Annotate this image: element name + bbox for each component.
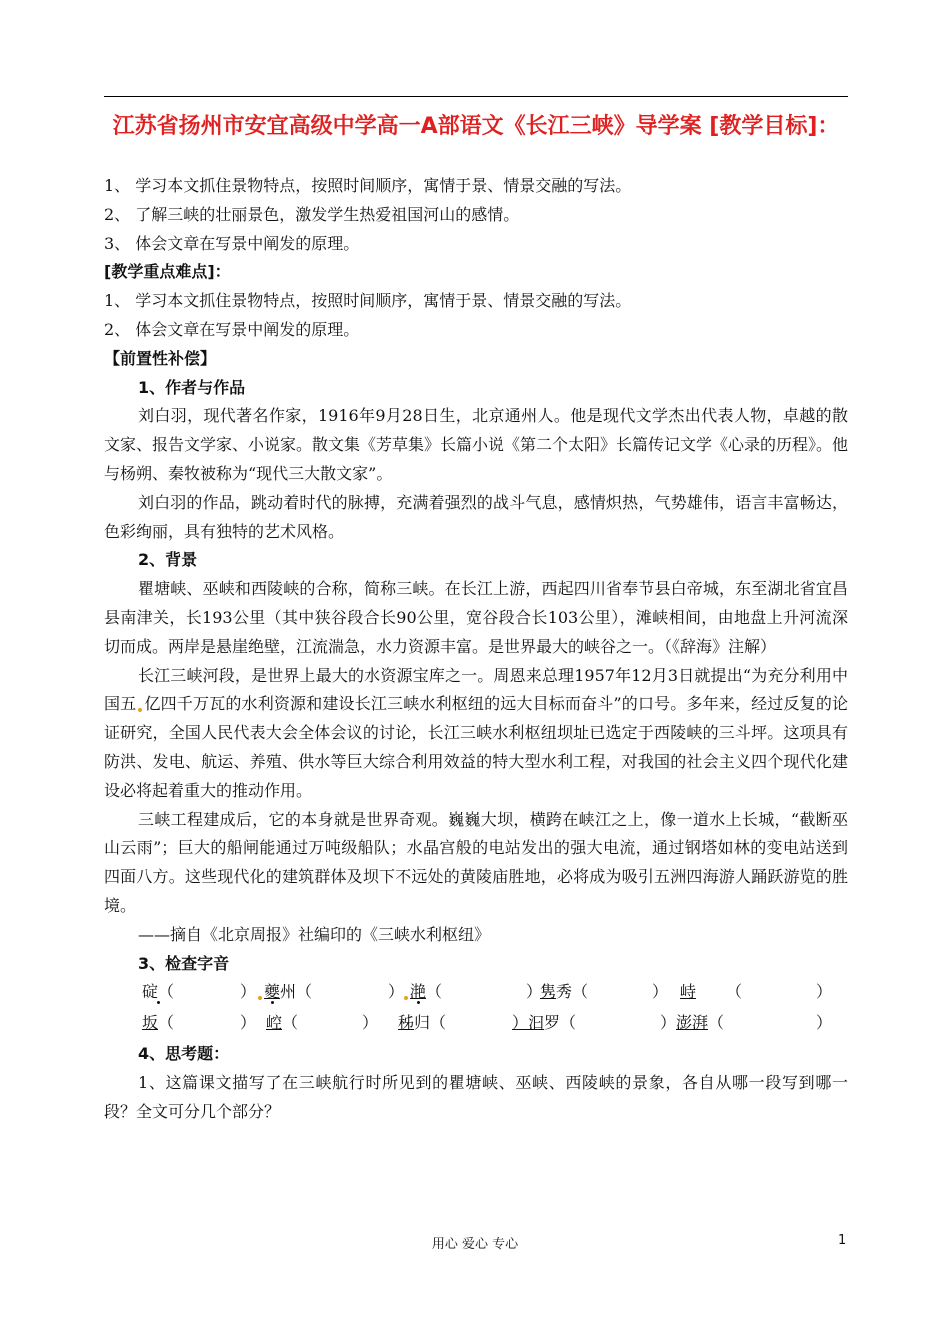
section-author-heading: 1、作者与作品	[138, 377, 246, 397]
key-points-heading: [教学重点难点]：	[104, 262, 231, 282]
attribution: ——摘自《北京周报》社编印的《三峡水利枢纽》	[138, 924, 491, 944]
pronunciation-row-2	[104, 1009, 848, 1040]
char-item-jun: 隽秀（	[540, 982, 589, 1002]
author-paragraph-2: 刘白羽的作品，跳动着时代的脉搏，充满着强烈的战斗气息，感情炽热，气势雄伟，语言丰富畅达，色彩绚丽，具有独特的艺术风格。	[104, 492, 848, 541]
char-item-pengpai: 澎湃（	[676, 1013, 725, 1033]
author-paragraph-1: 刘白羽，现代著名作家，1916年9月28日生，北京通州人。他是现代文学杰出代表人物，卓越的散文家、报告文学家、小说家。散文集《芳草集》长篇小说《第二个太阳》长篇传记文学《心录的历程》。他与杨朔、秦牧被称为“现代三大散文家”。	[104, 406, 849, 483]
char-item-mi-close: ）	[660, 1013, 677, 1033]
background-paragraph-1: 瞿塘峡、巫峡和西陵峡的合称，简称三峡。在长江上游，西起四川省奉节县白帝城，东至湖北省宜昌县南津关，长193公里（其中狭谷段合长90公里，宽谷段合长103公里），滩峡相间，由地盘上升河流深切而成。两岸是悬崖绝壁，江流湍急，水力资源丰富。是世界最大的峡谷之一。（《辞海》注解）	[104, 579, 848, 656]
objective-2: 2、 了解三峡的壮丽景色，激发学生热爱祖国河山的感情。	[104, 204, 520, 224]
section-pronunciation-heading: 3、检查字音	[138, 953, 230, 973]
char-item-kong-close: ）	[362, 1013, 379, 1033]
background-paragraph-2	[104, 662, 848, 806]
background-paragraph-2-part-a: 长江三峡河段，是世界上最大的水资源宝库之一。周恩来总理1957年12月3日就提出“为充分利用中国五	[104, 665, 848, 714]
char-item-kong: 崆（	[266, 1013, 299, 1033]
char-item-zhi: 峙 （	[680, 982, 743, 1002]
char-item-yan: 滟（	[402, 978, 442, 1007]
page-footer: 用心 爱心 专心	[431, 1237, 519, 1252]
question-1: 1、这篇课文描写了在三峡航行时所见到的瞿塘峡、巫峡、西陵峡的景象，各自从哪一段写到哪一段？全文可分几个部分？	[104, 1073, 848, 1121]
char-item-ding-close: ）	[240, 982, 257, 1002]
page-number: 1	[838, 1233, 847, 1248]
char-item-ban: 坂（	[142, 1013, 175, 1033]
background-paragraph-2-part-b: 亿四千万瓦的水利资源和建设长江三峡水利枢纽的远大目标而奋斗”的口号。多年来，经过反复的论证研究，全国人民代表大会全体会议的讨论，长江三峡水利枢纽坝址已选定于西陵峡的三斗坪。这项具有防洪、发电、航运、养殖、供水等巨大综合利用效益的特大型水利工程，对我国的社会主义四个现代化建设必将起着重大的推动作用。	[104, 694, 848, 800]
char-item-ding: 碇（	[142, 982, 175, 1002]
section-questions-heading: 4、思考题：	[138, 1044, 230, 1064]
char-item-ban-close: ）	[240, 1013, 257, 1033]
key-point-1: 1、 学习本文抓住景物特点，按照时间顺序，寓情于景、情景交融的写法。	[104, 291, 632, 311]
preview-heading: 【前置性补偿】	[104, 348, 217, 368]
section-background-heading: 2、背景	[138, 550, 198, 570]
char-item-zi: 秭归（	[398, 1013, 447, 1033]
char-item-kui-close: ）	[388, 982, 405, 1002]
char-item-yan-close: ）	[526, 982, 543, 1002]
char-item-pengpai-close: ）	[816, 1013, 833, 1033]
objective-3: 3、 体会文章在写景中阐发的原理。	[104, 233, 360, 253]
header-rule	[104, 96, 848, 97]
objective-1: 1、 学习本文抓住景物特点，按照时间顺序，寓情于景、情景交融的写法。	[104, 176, 632, 195]
char-item-mi: ）汩罗（	[512, 1013, 577, 1033]
document-title: 江苏省扬州市安宜高级中学高一A部语文《长江三峡》导学案 [教学目标]：	[112, 114, 840, 139]
pronunciation-row-1	[104, 978, 848, 1009]
orange-mark-icon	[404, 996, 408, 1000]
background-paragraph-3: 三峡工程建成后，它的本身就是世界奇观。巍巍大坝，横跨在峡江之上，像一道水上长城，“截断巫山云雨”；巨大的船闸能通过万吨级船队；水晶宫般的电站发出的强大电流，通过钢塔如林的变电站送到四面八方。这些现代化的建筑群体及坝下不远处的黄陵庙胜地，必将成为吸引五洲四海游人踊跃游览的胜境。	[104, 809, 848, 915]
orange-mark-icon	[138, 708, 142, 712]
document-body	[104, 172, 848, 1127]
char-item-zhi-close: ）	[816, 982, 833, 1002]
char-item-kui: 夔州（	[256, 978, 312, 1007]
key-point-2: 2、 体会文章在写景中阐发的原理。	[104, 319, 360, 339]
orange-mark-icon	[258, 996, 262, 1000]
char-item-jun-close: ）	[652, 982, 669, 1002]
